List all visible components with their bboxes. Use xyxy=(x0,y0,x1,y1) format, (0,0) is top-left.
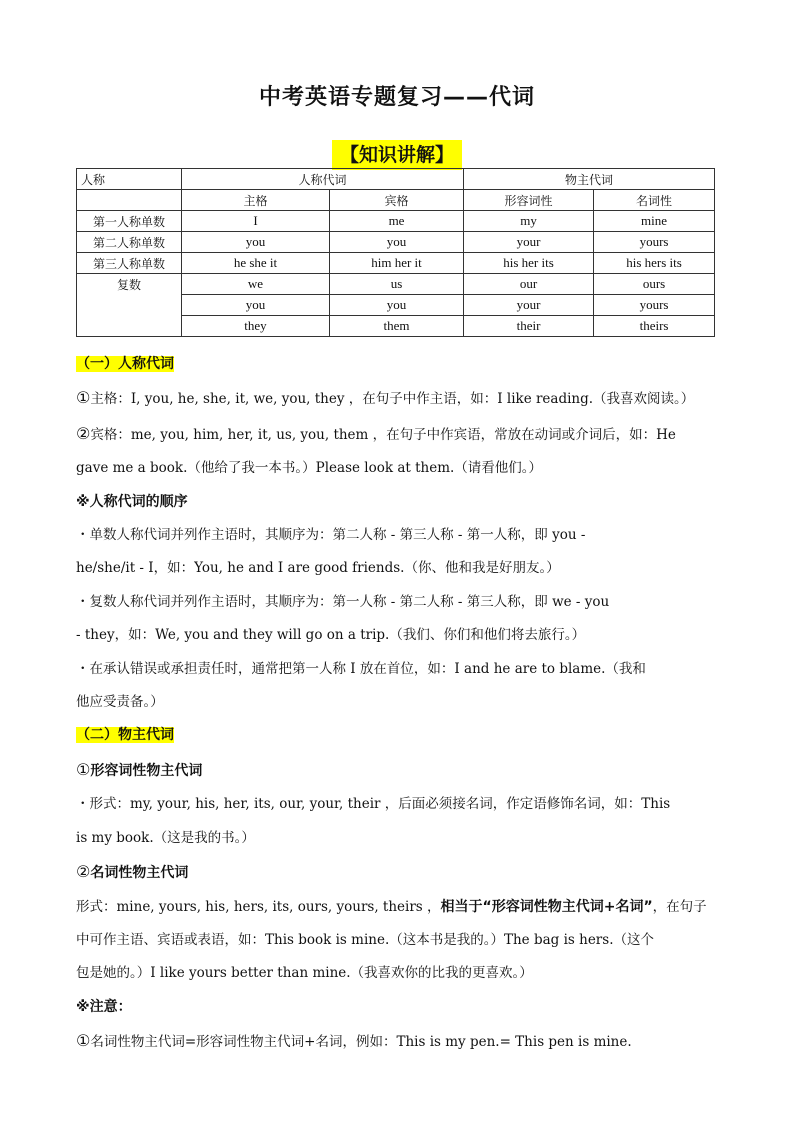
header-personal-pronouns: 人称代词 xyxy=(182,169,464,190)
table-row xyxy=(77,232,715,253)
subheading xyxy=(76,855,738,890)
cell-noun: mine xyxy=(594,211,715,232)
circled-number: ② xyxy=(76,423,91,443)
row-label: 第二人称单数 xyxy=(77,232,182,253)
paragraph-line: ・在承认错误或承担责任时，通常把第一人称 I 放在首位，如：I and he are to blame.（我和 xyxy=(76,660,646,677)
cell-subject: they xyxy=(182,316,330,337)
order-heading: ※人称代词的顺序 xyxy=(76,493,188,510)
content-body xyxy=(76,348,738,1060)
paragraph-text: 主格：I, you, he, she, it, we, you, they ，在句子中作主语，如：I like reading.（我喜欢阅读。） xyxy=(90,391,695,408)
bold-phrase: 相当于“形容词性物主代词+名词” xyxy=(440,898,653,915)
row-label: 第一人称单数 xyxy=(77,211,182,232)
cell-object: him her it xyxy=(330,253,464,274)
paragraph-text: 形式：mine, yours, his, hers, its, ours, yours, theirs ， xyxy=(76,898,441,915)
table-row xyxy=(77,274,715,295)
paragraph-line: 包是她的。）I like yours better than mine.（我喜欢你的比我的更喜欢。） xyxy=(76,965,533,982)
cell-noun: yours xyxy=(594,295,715,316)
circled-number: ① xyxy=(76,1031,91,1051)
paragraph-text: 宾格：me, you, him, her, it, us, you, them ，在句子中作宾语，常放在动词或介词后，如：He xyxy=(90,426,676,443)
section-label: 【知识讲解】 xyxy=(332,140,462,170)
section-heading-personal xyxy=(76,348,738,381)
paragraph-text: 名词性物主代词=形容词性物主代词+名词，例如：This is my pen.= This pen is mine. xyxy=(90,1034,632,1051)
paragraph-text: ，在句子 xyxy=(652,898,707,915)
pronoun-table xyxy=(76,168,715,337)
row-label-plural: 复数 xyxy=(77,274,182,337)
paragraph xyxy=(76,891,738,924)
cell-noun: theirs xyxy=(594,316,715,337)
paragraph xyxy=(76,417,738,452)
cell-noun: ours xyxy=(594,274,715,295)
cell-object: you xyxy=(330,232,464,253)
paragraph-line: ・复数人称代词并列作主语时，其顺序为：第一人称 - 第二人称 - 第三人称，即 we - you xyxy=(76,593,610,610)
cell-adjective: your xyxy=(464,232,594,253)
table-cell-empty xyxy=(77,190,182,211)
cell-noun: yours xyxy=(594,232,715,253)
table-row xyxy=(77,253,715,274)
circled-number: ② xyxy=(76,862,91,882)
header-person: 人称 xyxy=(77,169,182,190)
cell-subject: you xyxy=(182,232,330,253)
subheading-text: 名词性物主代词 xyxy=(90,865,189,882)
heading-highlight: （二）物主代词 xyxy=(76,727,174,744)
note-heading: ※注意： xyxy=(76,998,132,1015)
row-label: 第三人称单数 xyxy=(77,253,182,274)
cell-adjective: our xyxy=(464,274,594,295)
cell-adjective: your xyxy=(464,295,594,316)
table-header-row xyxy=(77,169,715,190)
cell-subject: he she it xyxy=(182,253,330,274)
header-adjective: 形容词性 xyxy=(464,190,594,211)
cell-subject: I xyxy=(182,211,330,232)
paragraph-line: ・单数人称代词并列作主语时，其顺序为：第二人称 - 第三人称 - 第一人称，即 you - xyxy=(76,527,586,544)
subheading-text: 形容词性物主代词 xyxy=(90,762,203,779)
cell-subject: you xyxy=(182,295,330,316)
paragraph-line: - they，如：We, you and they will go on a trip.（我们、你们和他们将去旅行。） xyxy=(76,627,586,644)
cell-object: me xyxy=(330,211,464,232)
paragraph-line: gave me a book.（他给了我一本书。）Please look at them.（请看他们。） xyxy=(76,460,543,477)
paragraph xyxy=(76,381,738,416)
header-possessive-pronouns: 物主代词 xyxy=(464,169,715,190)
cell-subject: we xyxy=(182,274,330,295)
paragraph-line: he/she/it - I，如：You, he and I are good friends.（你、他和我是好朋友。） xyxy=(76,560,560,577)
header-subject: 主格 xyxy=(182,190,330,211)
circled-number: ① xyxy=(76,759,91,779)
page-title: 中考英语专题复习——代词 xyxy=(258,85,535,110)
header-noun: 名词性 xyxy=(594,190,715,211)
cell-object: us xyxy=(330,274,464,295)
heading-highlight: （一）人称代词 xyxy=(76,356,174,372)
cell-noun: his hers its xyxy=(594,253,715,274)
paragraph-line: 中可作主语、宾语或表语，如：This book is mine.（这本书是我的。）The bag is hers.（这个 xyxy=(76,931,654,948)
table-row xyxy=(77,211,715,232)
paragraph-line: ・形式：my, your, his, her, its, our, your, their ，后面必须接名词，作定语修饰名词，如：This xyxy=(76,796,671,813)
section-heading-possessive xyxy=(76,719,738,752)
cell-adjective: my xyxy=(464,211,594,232)
paragraph xyxy=(76,1024,738,1059)
cell-object: them xyxy=(330,316,464,337)
paragraph-line: 他应受责备。） xyxy=(76,694,164,711)
cell-adjective: his her its xyxy=(464,253,594,274)
header-object: 宾格 xyxy=(330,190,464,211)
table-subheader-row xyxy=(77,190,715,211)
subheading xyxy=(76,753,738,788)
cell-object: you xyxy=(330,295,464,316)
paragraph-line: is my book.（这是我的书。） xyxy=(76,829,255,846)
cell-adjective: their xyxy=(464,316,594,337)
circled-number: ① xyxy=(76,388,91,408)
